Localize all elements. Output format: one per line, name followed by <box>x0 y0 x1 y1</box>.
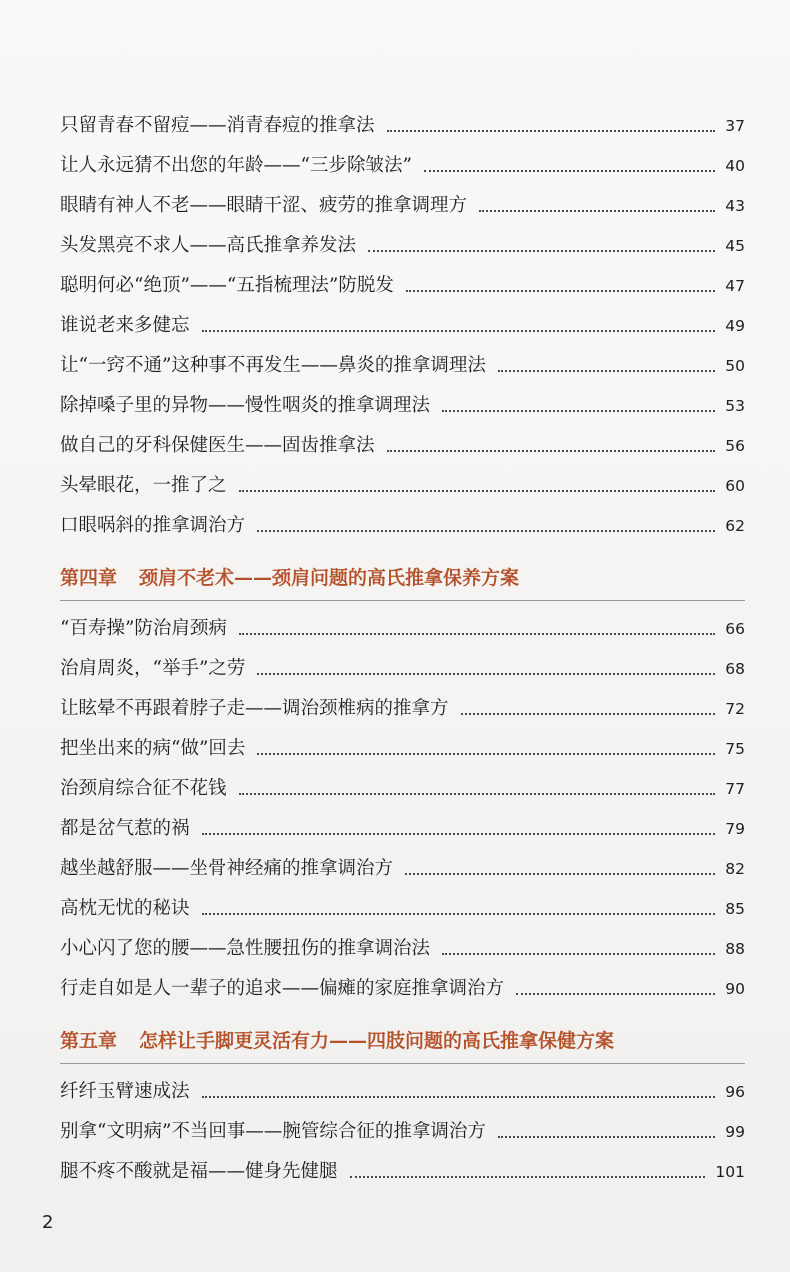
toc-entry-page: 96 <box>725 1083 745 1101</box>
toc-entry-title: 眼睛有神人不老——眼睛干涩、疲劳的推拿调理方 <box>60 195 468 216</box>
toc-entry-page: 99 <box>725 1123 745 1141</box>
toc-entry-page: 85 <box>725 900 745 918</box>
toc-entry[interactable] <box>60 1150 745 1190</box>
dot-leader <box>257 529 715 532</box>
toc-entry[interactable] <box>60 1110 745 1150</box>
dot-leader <box>368 249 715 252</box>
toc-entry-page: 72 <box>725 700 745 718</box>
toc-entry-title: 头发黑亮不求人——高氏推拿养发法 <box>60 235 357 256</box>
toc-entry-title: 别拿“文明病”不当回事——腕管综合征的推拿调治方 <box>60 1121 486 1142</box>
dot-leader <box>387 129 716 132</box>
dot-leader <box>202 832 716 835</box>
toc-entry-title: 小心闪了您的腰——急性腰扭伤的推拿调治法 <box>60 938 431 959</box>
dot-leader <box>442 952 715 955</box>
toc-entry-title: 让眩晕不再跟着脖子走——调治颈椎病的推拿方 <box>60 698 449 719</box>
chapter-heading <box>60 1015 745 1064</box>
toc-entry-page: 56 <box>725 437 745 455</box>
toc-entry[interactable] <box>60 504 745 544</box>
toc-entry-page: 77 <box>725 780 745 798</box>
dot-leader <box>239 792 716 795</box>
toc-entry-page: 60 <box>725 477 745 495</box>
toc-entry-title: 聪明何必“绝顶”——“五指梳理法”防脱发 <box>60 275 394 296</box>
toc-entry-page: 37 <box>725 117 745 135</box>
dot-leader <box>516 992 715 995</box>
toc-entry[interactable] <box>60 807 745 847</box>
dot-leader <box>406 289 715 292</box>
toc-entry-title: 高枕无忧的秘诀 <box>60 898 190 919</box>
toc-entry-title: 口眼㖞斜的推拿调治方 <box>60 515 246 536</box>
toc-entry-page: 49 <box>725 317 745 335</box>
toc-entry[interactable] <box>60 424 745 464</box>
dot-leader <box>442 409 715 412</box>
toc-entry[interactable] <box>60 344 745 384</box>
toc-entry-title: 让人永远猜不出您的年龄——“三步除皱法” <box>60 155 412 176</box>
chapter-title: 颈肩不老术——颈肩问题的高氏推拿保养方案 <box>139 566 520 589</box>
toc-entry[interactable] <box>60 727 745 767</box>
toc-entry[interactable] <box>60 607 745 647</box>
dot-leader <box>405 872 715 875</box>
toc-entry-title: 只留青春不留痘——消青春痘的推拿法 <box>60 115 375 136</box>
dot-leader <box>202 1095 716 1098</box>
toc-entry-page: 101 <box>715 1163 745 1181</box>
dot-leader <box>387 449 716 452</box>
toc-entry-page: 88 <box>725 940 745 958</box>
table-of-contents <box>60 104 745 1190</box>
toc-entry-page: 50 <box>725 357 745 375</box>
toc-entry[interactable] <box>60 264 745 304</box>
toc-entry[interactable] <box>60 767 745 807</box>
toc-entry-title: “百寿操”防治肩颈病 <box>60 618 227 639</box>
toc-entry[interactable] <box>60 224 745 264</box>
dot-leader <box>350 1175 706 1178</box>
toc-entry-title: 治颈肩综合征不花钱 <box>60 778 227 799</box>
toc-entry-title: 越坐越舒服——坐骨神经痛的推拿调治方 <box>60 858 394 879</box>
toc-entry-title: 头晕眼花，一推了之 <box>60 475 227 496</box>
toc-entry-title: 谁说老来多健忘 <box>60 315 190 336</box>
dot-leader <box>202 329 716 332</box>
toc-entry[interactable] <box>60 647 745 687</box>
chapter-number: 第四章 <box>60 566 118 589</box>
toc-entry-title: 腿不疼不酸就是福——健身先健腿 <box>60 1161 338 1182</box>
toc-entry-page: 79 <box>725 820 745 838</box>
dot-leader <box>461 712 716 715</box>
toc-entry[interactable] <box>60 464 745 504</box>
dot-leader <box>498 1135 715 1138</box>
chapter-number: 第五章 <box>60 1029 118 1052</box>
toc-entry-title: 做自己的牙科保健医生——固齿推拿法 <box>60 435 375 456</box>
toc-entry-title: 都是岔气惹的祸 <box>60 818 190 839</box>
toc-entry[interactable] <box>60 304 745 344</box>
toc-entry-page: 43 <box>725 197 745 215</box>
dot-leader <box>257 672 715 675</box>
toc-entry-page: 82 <box>725 860 745 878</box>
toc-entry-title: 治肩周炎，“举手”之劳 <box>60 658 246 679</box>
toc-entry-page: 90 <box>725 980 745 998</box>
toc-entry[interactable] <box>60 104 745 144</box>
toc-entry-title: 纤纤玉臂速成法 <box>60 1081 190 1102</box>
toc-entry[interactable] <box>60 1070 745 1110</box>
dot-leader <box>424 169 715 172</box>
toc-entry-title: 把坐出来的病“做”回去 <box>60 738 246 759</box>
toc-entry-page: 66 <box>725 620 745 638</box>
toc-entry-page: 45 <box>725 237 745 255</box>
toc-entry-title: 让“一窍不通”这种事不再发生——鼻炎的推拿调理法 <box>60 355 486 376</box>
chapter-title: 怎样让手脚更灵活有力——四肢问题的高氏推拿保健方案 <box>139 1029 615 1052</box>
dot-leader <box>239 489 716 492</box>
dot-leader <box>257 752 715 755</box>
toc-entry[interactable] <box>60 384 745 424</box>
toc-entry[interactable] <box>60 687 745 727</box>
toc-entry-page: 47 <box>725 277 745 295</box>
chapter-heading <box>60 552 745 601</box>
toc-entry[interactable] <box>60 184 745 224</box>
toc-entry-page: 62 <box>725 517 745 535</box>
toc-entry[interactable] <box>60 847 745 887</box>
toc-entry-page: 68 <box>725 660 745 678</box>
toc-entry-page: 53 <box>725 397 745 415</box>
toc-entry[interactable] <box>60 144 745 184</box>
toc-entry-page: 40 <box>725 157 745 175</box>
toc-entry-title: 行走自如是人一辈子的追求——偏瘫的家庭推拿调治方 <box>60 978 505 999</box>
toc-entry[interactable] <box>60 887 745 927</box>
dot-leader <box>202 912 716 915</box>
dot-leader <box>239 632 715 635</box>
page-number: 2 <box>42 1212 54 1233</box>
toc-entry-page: 75 <box>725 740 745 758</box>
toc-entry-title: 除掉嗓子里的异物——慢性咽炎的推拿调理法 <box>60 395 431 416</box>
toc-entry[interactable] <box>60 967 745 1007</box>
dot-leader <box>479 209 715 212</box>
toc-entry[interactable] <box>60 927 745 967</box>
dot-leader <box>498 369 715 372</box>
